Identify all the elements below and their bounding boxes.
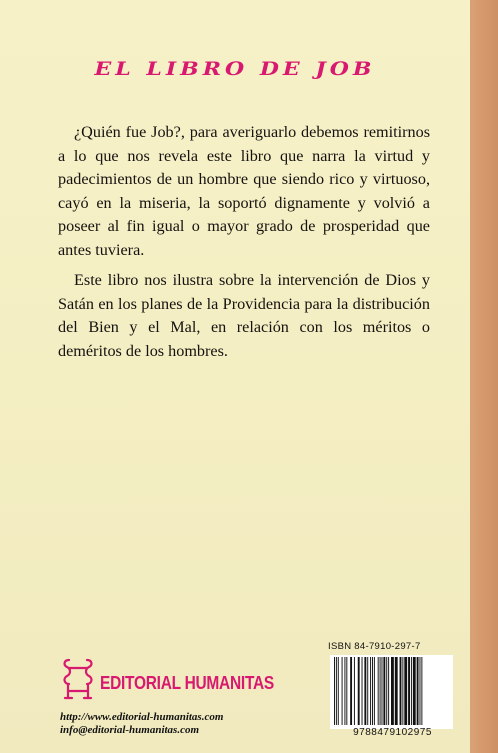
barcode-bar (413, 657, 416, 725)
barcode-bar (395, 657, 398, 725)
barcode-bar (338, 657, 339, 725)
barcode-number: 9788479102975 (353, 727, 432, 738)
paragraph-text: ¿Quién fue Job?, para averiguarlo debemos remitirnos a lo que nos revela este libro que narra la virtud y padecimientos de un hombre que siendo rico y virtuoso, cayó en la miseria, la soportó dignamente y volvió a poseer al fin igual o mayor grado de prosperidad que antes tuviera. (58, 123, 430, 259)
barcode-bar (346, 657, 347, 725)
barcode-bar (336, 657, 337, 725)
barcode-bar (342, 657, 343, 725)
barcode-bar (383, 657, 385, 725)
barcode-bar (358, 657, 360, 725)
publisher-name: EDITORIAL HUMANITAS (100, 673, 274, 693)
barcode-bar (421, 657, 422, 725)
barcode-bar (388, 657, 389, 725)
barcode-bar (417, 657, 419, 725)
spine-edge (470, 0, 498, 753)
synopsis-paragraph-2 (58, 269, 430, 363)
barcode-bar (411, 657, 412, 725)
barcode-bar (350, 657, 352, 725)
barcode (330, 655, 453, 729)
barcode-bar (364, 657, 366, 725)
barcode-bar (420, 657, 421, 725)
barcode-bar (372, 657, 373, 725)
barcode-bar (391, 657, 394, 725)
barcode-bar (362, 657, 363, 725)
barcode-bar (400, 657, 402, 725)
barcode-bar (354, 657, 355, 725)
barcode-bar (380, 657, 381, 725)
barcode-bar (370, 657, 371, 725)
isbn-label: ISBN 84-7910-297-7 (328, 641, 421, 652)
book-title: EL LIBRO DE JOB (94, 57, 376, 81)
barcode-bar (344, 657, 345, 725)
humanitas-logo-icon (60, 654, 96, 702)
barcode-bar (378, 657, 379, 725)
website-link[interactable]: http://www.editorial-humanitas.com (60, 711, 224, 723)
paragraph-text: Este libro nos ilustra sobre la intervención de Dios y Satán en los planes de la Providencia para la distribución del Bien y el Mal, en relación con los méritos o deméritos de los hombres. (58, 271, 430, 360)
email-link[interactable]: info@editorial-humanitas.com (60, 724, 200, 736)
synopsis-paragraph-1 (58, 121, 430, 262)
barcode-bar (374, 657, 375, 725)
barcode-bar (334, 657, 335, 725)
barcode-bar (404, 657, 407, 725)
barcode-bar (367, 657, 368, 725)
barcode-bar (402, 657, 403, 725)
barcode-bar (408, 657, 410, 725)
barcode-bar (386, 657, 387, 725)
barcode-bar (382, 657, 383, 725)
